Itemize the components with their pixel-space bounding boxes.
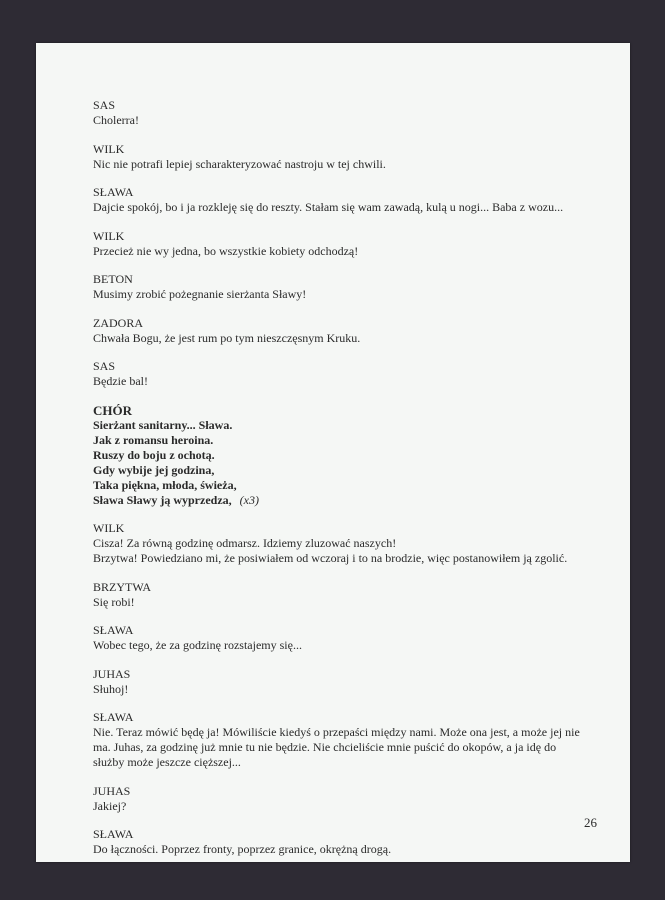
speaker-name: SŁAWA — [93, 827, 134, 841]
dialogue-line: Chwała Bogu, że jest rum po tym nieszczęsnym Kruku. — [93, 330, 361, 345]
dialogue-block — [93, 784, 593, 814]
speaker-name: SAS — [93, 359, 116, 373]
dialogue-block — [93, 623, 593, 653]
speaker-name: WILK — [93, 141, 125, 156]
dialogue-line: Nie. Teraz mówić będę ja! Mówiliście kiedyś o przepaści między nami. Może ona jest, a może jej nie — [93, 725, 580, 739]
dialogue-block — [93, 521, 593, 566]
dialogue-line: Przecież nie wy jedna, bo wszystkie kobiety odchodzą! — [93, 243, 359, 258]
dialogue-line: Się robi! — [93, 594, 135, 609]
dialogue-line: Dajcie spokój, bo i ja rozkleję się do reszty. Stałam się wam zawadą, kulą u nogi... Baba z wozu... — [93, 200, 564, 214]
dialogue-block — [93, 827, 593, 857]
speaker-name: SŁAWA — [93, 623, 134, 637]
speaker-name: BRZYTWA — [93, 579, 151, 594]
speaker-name: SAS — [93, 98, 116, 112]
dialogue-line: Cisza! Za równą godzinę odmarsz. Idziemy zluzować naszych! — [93, 536, 397, 550]
dialogue-line: Będzie bal! — [93, 374, 148, 388]
dialogue-block — [93, 667, 593, 697]
dialogue-block — [93, 142, 593, 172]
chorus-last-line — [93, 493, 593, 508]
dialogue-block — [93, 185, 593, 215]
dialogue-line: Musimy zrobić pożegnanie sierżanta Sławy! — [93, 287, 307, 301]
chorus-line: Ruszy do boju z ochotą. — [93, 447, 215, 462]
dialogue-line: ma. Juhas, za godzinę już mnie tu nie będzie. Nie chcieliście mnie puścić do okopów, a ja idę do — [93, 740, 557, 754]
chorus-line: Jak z romansu heroina. — [93, 432, 214, 447]
dialogue-block — [93, 229, 593, 259]
dialogue-block — [93, 359, 593, 389]
script-text — [93, 98, 593, 871]
dialogue-block — [93, 98, 593, 128]
chorus-line: Gdy wybije jej godzina, — [93, 462, 215, 477]
speaker-name: BETON — [93, 272, 133, 286]
page-number: 26 — [584, 815, 597, 830]
chorus-line: Sierżant sanitarny... Sława. — [93, 417, 233, 432]
dialogue-block — [93, 316, 593, 346]
dialogue-block — [93, 580, 593, 610]
dialogue-block — [93, 710, 593, 770]
speaker-name: SŁAWA — [93, 185, 134, 199]
dialogue-line: Brzytwa! Powiedziano mi, że posiwiałem od wczoraj i to na brodzie, więc postanowiłem ją zgolić. — [93, 551, 568, 565]
chorus-line: Sława Sławy ją wyprzedza, — [93, 492, 232, 507]
speaker-name: WILK — [93, 521, 125, 535]
document-page — [36, 43, 630, 862]
dialogue-line: Jakiej? — [93, 798, 127, 813]
chorus-line: Taka piękna, młoda, świeża, — [93, 477, 237, 492]
speaker-name: ZADORA — [93, 315, 143, 330]
chorus-heading: CHÓR — [93, 402, 132, 418]
dialogue-line: Słuhoj! — [93, 681, 129, 696]
speaker-name: SŁAWA — [93, 710, 134, 724]
speaker-name: JUHAS — [93, 666, 131, 681]
speaker-name: WILK — [93, 228, 125, 243]
dialogue-line: Do łączności. Poprzez fronty, poprzez granice, okrężną drogą. — [93, 842, 392, 856]
dialogue-line: Nic nie potrafi lepiej scharakteryzować nastroju w tej chwili. — [93, 156, 386, 171]
repeat-note: (x3) — [239, 492, 259, 507]
speaker-name: JUHAS — [93, 783, 131, 798]
dialogue-block — [93, 272, 593, 302]
dialogue-line: służby może jeszcze cięższej... — [93, 755, 241, 769]
dialogue-line: Wobec tego, że za godzinę rozstajemy się... — [93, 638, 302, 652]
dialogue-line: Cholerra! — [93, 113, 139, 127]
chorus-block — [93, 403, 593, 508]
